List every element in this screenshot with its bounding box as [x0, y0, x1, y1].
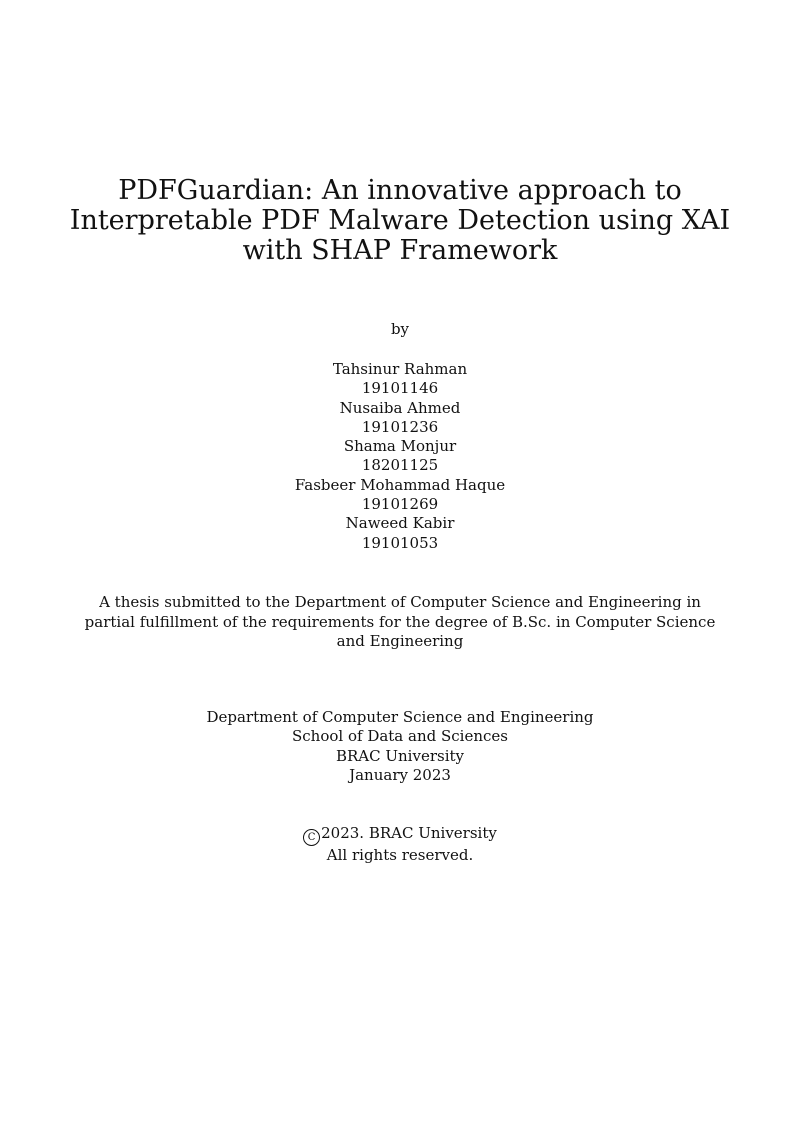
title-line-2: Interpretable PDF Malware Detection using XAI: [69, 205, 731, 236]
rights-reserved: All rights reserved.: [326, 846, 474, 864]
statement-line-3: and Engineering: [336, 632, 464, 650]
copyright-text: 2023. BRAC University: [321, 824, 497, 842]
by-label: by: [390, 320, 410, 338]
author-id: 19101236: [361, 417, 439, 436]
author-name: Fasbeer Mohammad Haque: [294, 475, 506, 494]
thesis-statement: [0, 593, 800, 652]
submission-date: January 2023: [349, 765, 451, 784]
author-list: [0, 360, 800, 553]
author-name: Naweed Kabir: [345, 514, 455, 533]
author-name: Shama Monjur: [343, 437, 457, 456]
department-name: Department of Computer Science and Engineering: [206, 708, 594, 726]
title-line-1: PDFGuardian: An innovative approach to: [118, 175, 682, 206]
institution-block: [0, 708, 800, 785]
author-id: 19101053: [361, 533, 439, 552]
author-id: 18201125: [361, 456, 439, 475]
copyright-icon: C: [303, 829, 320, 846]
copyright-block: [0, 824, 800, 865]
title-line-3: with SHAP Framework: [242, 235, 558, 266]
thesis-title: [0, 176, 800, 266]
school-name: School of Data and Sciences: [292, 727, 508, 746]
author-id: 19101146: [361, 379, 439, 398]
copyright-line: [0, 824, 800, 846]
statement-line-2: partial fulfillment of the requirements for the degree of B.Sc. in Computer Science: [84, 612, 716, 631]
author-id: 19101269: [361, 495, 439, 514]
university-name: BRAC University: [335, 746, 464, 765]
statement-line-1: A thesis submitted to the Department of Computer Science and Engineering in: [99, 593, 701, 611]
author-name: Tahsinur Rahman: [332, 360, 468, 378]
author-name: Nusaiba Ahmed: [339, 398, 461, 417]
